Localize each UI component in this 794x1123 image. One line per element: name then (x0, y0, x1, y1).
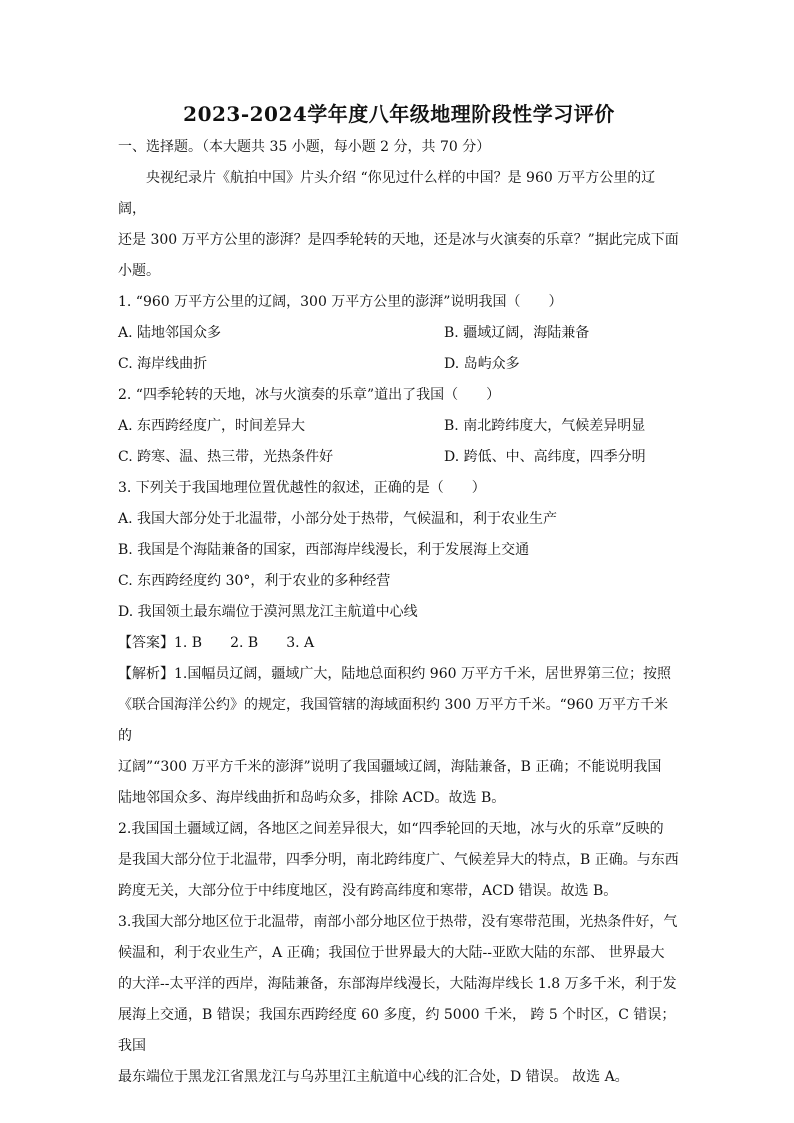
page-title: 2023-2024学年度八年级地理阶段性学习评价 (183, 102, 615, 126)
option-b: B. 我国是个海陆兼备的国家，西部海岸线漫长，利于发展海上交通 (118, 542, 530, 558)
option-row (118, 318, 680, 349)
question-stem: 3. 下列关于我国地理位置优越性的叙述，正确的是（ ） (118, 480, 486, 496)
question-3 (118, 473, 680, 628)
option-c: C. 海岸线曲折 (118, 356, 208, 372)
option-row (118, 442, 680, 473)
option-d: D. 岛屿众多 (444, 356, 520, 372)
intro-paragraph (118, 163, 680, 287)
question-1 (118, 287, 680, 380)
question-stem: 1. “960 万平方公里的辽阔，300 万平方公里的澎湃”说明我国（ ） (118, 294, 563, 310)
option-row (118, 411, 680, 442)
analysis-2 (118, 814, 680, 907)
option-d: D. 我国领土最东端位于漠河黑龙江主航道中心线 (118, 604, 418, 620)
intro-line: 还是 300 万平方公里的澎湃？是四季轮转的天地，还是冰与火演奏的乐章？”据此完成下面 (118, 232, 679, 248)
analysis-1 (118, 659, 680, 814)
analysis-line: 是我国大部分位于北温带，四季分明，南北跨纬度广、气候差异大的特点，B 正确。与东西 (118, 852, 679, 868)
option-d: D. 跨低、中、高纬度，四季分明 (444, 449, 646, 465)
option-b: B. 南北跨纬度大，气候差异明显 (444, 418, 646, 434)
analysis-line: 陆地邻国众多、海岸线曲折和岛屿众多，排除 ACD。故选 B。 (118, 790, 506, 806)
analysis-line: 2.我国国土疆域辽阔，各地区之间差异很大，如“四季轮回的天地，冰与火的乐章”反映的 (118, 821, 664, 837)
analysis-line: 《联合国海洋公约》的规定，我国管辖的海域面积约 300 万平方千米。“960 万平方千米的 (118, 697, 668, 744)
option-a: A. 东西跨经度广，时间差异大 (118, 418, 306, 434)
question-2 (118, 380, 680, 473)
answer-line: 【答案】1. B 2. B 3. A (118, 635, 315, 651)
option-b: B. 疆域辽阔，海陆兼备 (444, 325, 590, 341)
analysis-line: 候温和，利于农业生产，A 正确；我国位于世界最大的大陆--亚欧大陆的东部、 世界最大 (118, 945, 665, 961)
analysis-line: 跨度无关，大部分位于中纬度地区，没有跨高纬度和寒带，ACD 错误。故选 B。 (118, 883, 618, 899)
section-heading: 一、选择题。（本大题共 35 小题，每小题 2 分，共 70 分） (118, 139, 491, 155)
option-c: C. 东西跨经度约 30°，利于农业的多种经营 (118, 573, 391, 589)
analysis-line: 展海上交通，B 错误；我国东西跨经度 60 多度，约 5000 千米， 跨 5 个时区，C 错误；我国 (118, 1007, 676, 1054)
analysis-line: 【解析】1.国幅员辽阔，疆域广大，陆地总面积约 960 万平方千米，居世界第三位；按照 (118, 666, 671, 682)
analysis-line: 辽阔”“300 万平方千米的澎湃”说明了我国疆域辽阔，海陆兼备，B 正确；不能说明我国 (118, 759, 662, 775)
intro-line: 央视纪录片《航拍中国》片头介绍 “你见过什么样的中国？是 960 万平方公里的辽阔， (118, 170, 656, 217)
option-c: C. 跨寒、温、热三带，光热条件好 (118, 449, 334, 465)
analysis-line: 最东端位于黑龙江省黑龙江与乌苏里江主航道中心线的汇合处，D 错误。 故选 A。 (118, 1069, 629, 1085)
analysis-line: 的大洋--太平洋的西岸，海陆兼备，东部海岸线漫长，大陆海岸线长 1.8 万多千米，利于发 (118, 976, 677, 992)
analysis-line: 3.我国大部分地区位于北温带，南部小部分地区位于热带，没有寒带范围，光热条件好，气 (118, 914, 678, 930)
intro-line: 小题。 (118, 263, 160, 279)
option-a: A. 我国大部分处于北温带，小部分处于热带，气候温和，利于农业生产 (118, 511, 558, 527)
analysis-3 (118, 907, 680, 1093)
document-page (118, 100, 680, 1093)
option-a: A. 陆地邻国众多 (118, 325, 222, 341)
option-row (118, 349, 680, 380)
question-stem: 2. “四季轮转的天地，冰与火演奏的乐章”道出了我国（ ） (118, 387, 501, 403)
